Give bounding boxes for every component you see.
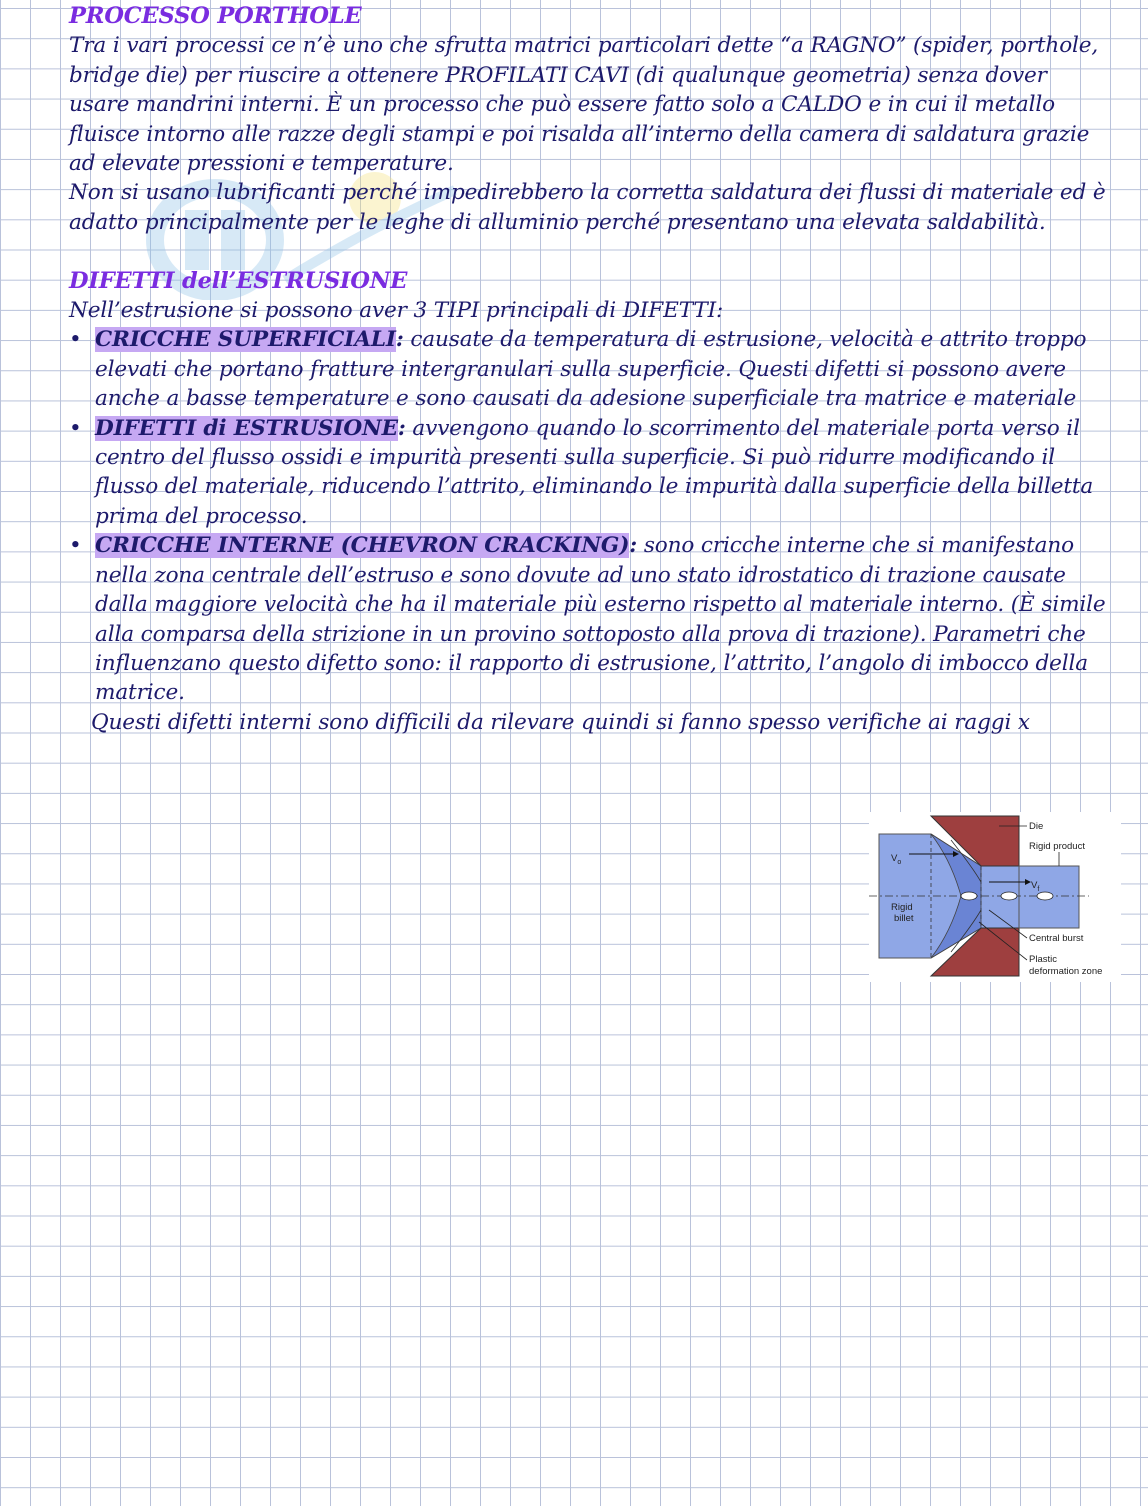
central-burst [1037, 892, 1053, 900]
diagram-svg [869, 812, 1121, 982]
defect-term: CRICCHE INTERNE (CHEVRON CRACKING) [95, 533, 630, 559]
label-central-burst: Central burst [1029, 933, 1084, 944]
bullet-dot: • [69, 415, 82, 441]
section-title-defects: DIFETTI dell’ESTRUSIONE [69, 267, 408, 294]
label-rigid-product: Rigid product [1029, 841, 1085, 852]
defect-description: avvengono quando lo scorrimento del materiale porta verso il centro del flusso ossidi e impurità presenti sulla superficie. Si può ridurre modificando il flusso del materiale, riducendo l’attrito, eliminando le impurità dalla superficie della billetta prima del processo. [95, 415, 1094, 529]
defect-item-internal-cracks [69, 531, 1109, 707]
label-rigid: Rigid [891, 902, 913, 913]
label-vf-main: V [1031, 880, 1038, 891]
label-billet: billet [894, 913, 914, 924]
defect-term-colon: : [395, 327, 404, 353]
defects-intro: Nell’estrusione si possono aver 3 TIPI principali di DIFETTI: [69, 298, 724, 324]
label-die: Die [1029, 821, 1044, 832]
notes-content [69, 2, 1109, 737]
label-plastic: Plastic [1029, 954, 1057, 965]
porthole-paragraph-2: Non si usano lubrificanti perché impedirebbero la corretta saldatura dei flussi di materiale ed è adatto principalmente per le leghe di alluminio perché presentano una elevata saldabilità. [69, 180, 1106, 235]
porthole-paragraph-1: Tra i vari processi ce n’è uno che sfrutta matrici particolari dette “a RAGNO” (spider, porthole, bridge die) per riuscire a ottenere PROFILATI CAVI (di qualunque geometria) senza dover usare mandrini interni. È un processo che può essere fatto solo a CALDO e in cui il metallo fluisce intorno alle razze degli stampi e poi risalda all’interno della camera di saldatura grazie ad elevate pressioni e temperature. [69, 33, 1099, 177]
label-v0-main: V [891, 853, 898, 864]
label-vf-sub: f [1037, 886, 1040, 893]
central-burst [961, 892, 977, 900]
defects-list [69, 325, 1109, 707]
chevron-cracking-diagram [869, 812, 1121, 982]
section-title-porthole: PROCESSO PORTHOLE [69, 3, 362, 29]
defect-description: causate da temperatura di estrusione, velocità e attrito troppo elevati che portano fratture intergranulari sulla superficie. Questi difetti si possono avere anche a basse temperature e sono causati da adesione superficiale tra matrice e materiale [95, 327, 1087, 412]
defect-term-colon: : [629, 533, 638, 559]
central-burst [1001, 892, 1017, 900]
defect-term: CRICCHE SUPERFICIALI [95, 327, 396, 353]
bullet-dot: • [69, 533, 82, 559]
label-v0-sub: o [897, 859, 902, 866]
defects-note: Questi difetti interni sono difficili da rilevare quindi si fanno spesso verifiche ai raggi x [91, 709, 1030, 735]
label-deformation-zone: deformation zone [1029, 966, 1103, 977]
defect-term: DIFETTI di ESTRUSIONE [95, 415, 398, 441]
bullet-dot: • [69, 327, 82, 353]
defect-term-colon: : [397, 415, 406, 441]
defect-item-surface-cracks [69, 325, 1109, 413]
defect-item-extrusion-defects [69, 414, 1109, 532]
defect-description: sono cricche interne che si manifestano nella zona centrale dell’estruso e sono dovute ad uno stato idrostatico di trazione causate dalla maggiore velocità che ha il materiale più esterno rispetto al materiale interno. (È simile alla comparsa della strizione in un provino sottoposto alla prova di trazione). Parametri che influenzano questo difetto sono: il rapporto di estrusione, l’attrito, l’angolo di imbocco della matrice. [95, 533, 1106, 706]
section-spacer [69, 237, 1109, 266]
